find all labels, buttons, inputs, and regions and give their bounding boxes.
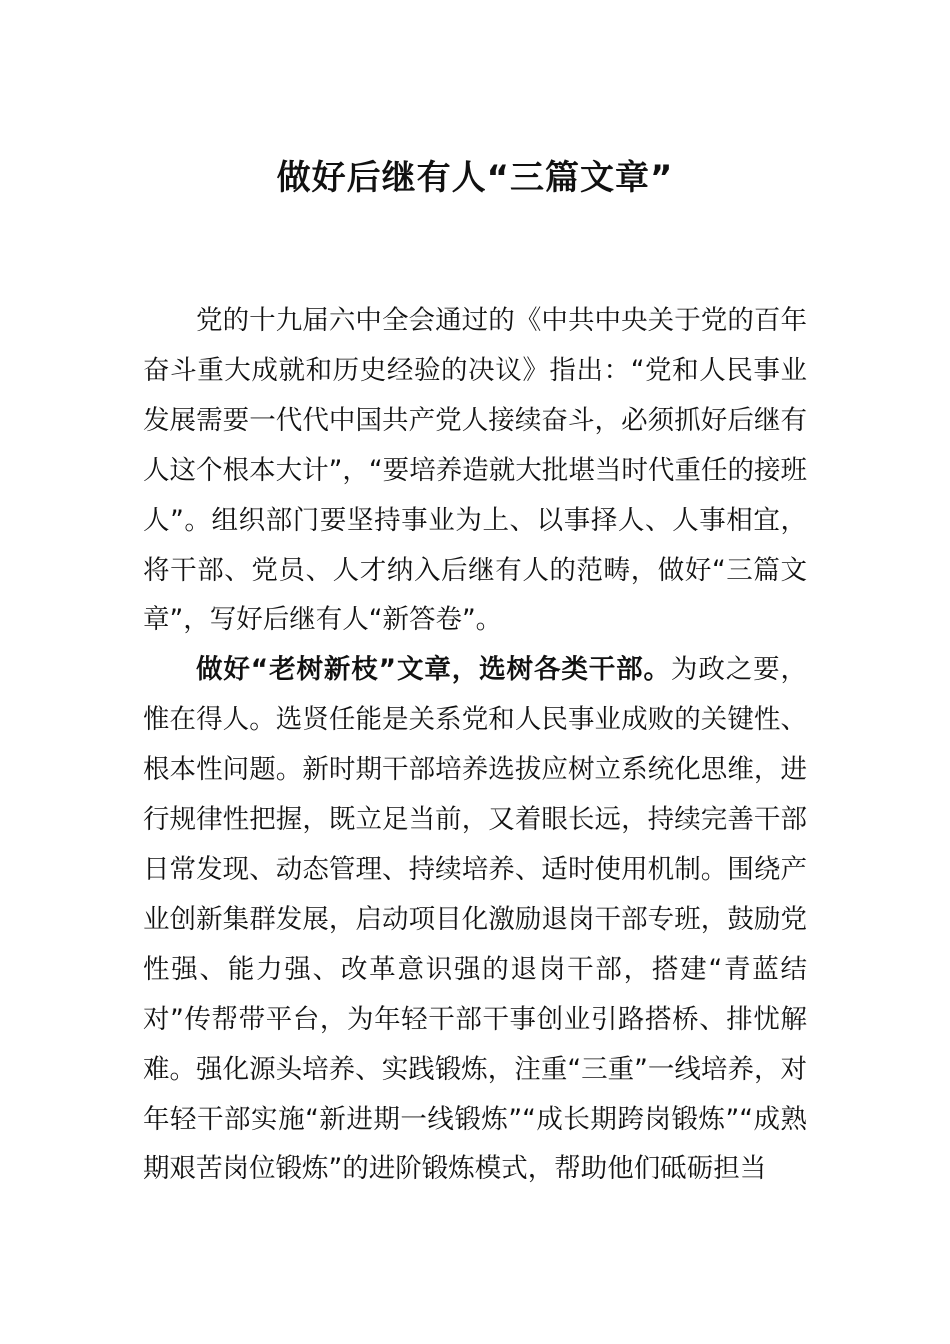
- paragraph-text: 党的十九届六中全会通过的《中共中央关于党的百年奋斗重大成就和历史经验的决议》指出：“党和人民事业发展需要一代代中国共产党人接续奋斗，必须抓好后继有人这个根本大计”，“要培养造就大批堪当时代重任的接班人”。组织部门要坚持事业为上、以事择人、人事相宜，将干部、党员、人才纳入后继有人的范畴，做好“三篇文章”，写好后继有人“新答卷”。: [143, 305, 807, 636]
- paragraph-intro: [143, 296, 807, 645]
- document-body: [143, 296, 807, 1194]
- paragraph-text: 为政之要，惟在得人。选贤任能是关系党和人民事业成败的关键性、根本性问题。新时期干部培养选拔应树立系统化思维，进行规律性把握，既立足当前，又着眼长远，持续完善干部日常发现、动态管理、持续培养、适时使用机制。围绕产业创新集群发展，启动项目化激励退岗干部专班，鼓励党性强、能力强、改革意识强的退岗干部，搭建“青蓝结对”传帮带平台，为年轻干部干事创业引路搭桥、排忧解难。强化源头培养、实践锻炼，注重“三重”一线培养，对年轻干部实施“新进期一线锻炼”“成长期跨岗锻炼”“成熟期艰苦岗位锻炼”的进阶锻炼模式，帮助他们砥砺担当: [143, 654, 807, 1185]
- document-title: 做好后继有人“三篇文章”: [276, 158, 674, 198]
- paragraph-lead: 做好“老树新枝”文章，选树各类干部。: [196, 654, 671, 686]
- paragraph-cadres: [143, 645, 807, 1194]
